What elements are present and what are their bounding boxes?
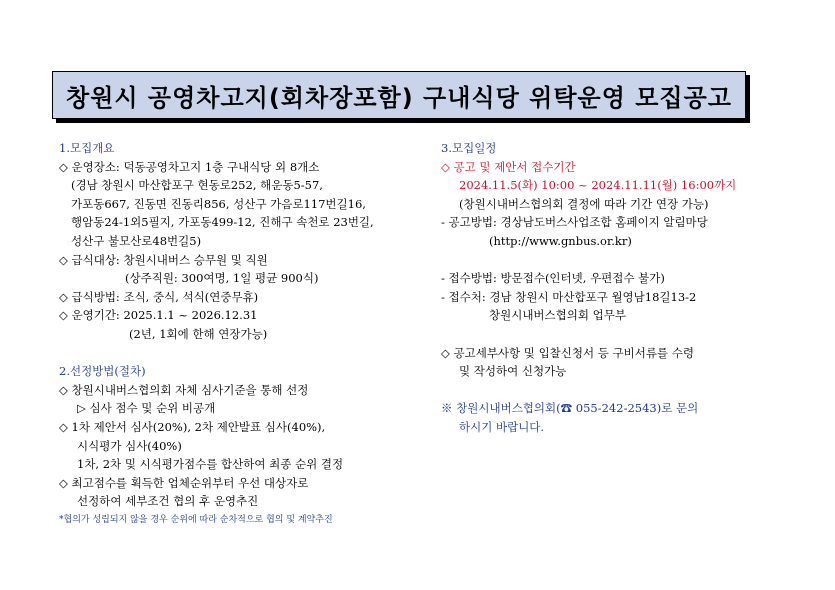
meal-target-line: ◇ 급식대상: 창원시내버스 승무원 및 직원 [59,252,268,267]
left-column [59,139,419,529]
announcement-method-line: - 공고방법: 경상남도버스사업조합 홈페이지 알림마당 [441,215,708,230]
section-heading-recruitment-overview: 1.모집개요 [59,141,115,155]
address-line: 행암동24-1외5필지, 가포동499-12, 진해구 속천로 23번길, [71,215,374,230]
selection-line: ◇ 최고점수를 획득한 업체순위부터 우선 대상자로 [59,475,309,490]
address-line: 가포동667, 진동면 진동리856, 성산구 가음로117번길16, [71,196,366,211]
address-line: 성산구 불모산로48번길5) [71,233,202,248]
meal-method-line: ◇ 급식방법: 조식, 중식, 석식(연중무휴) [59,289,259,304]
selection-line: 시식평가 심사(40%) [77,438,182,453]
contact-line: ※ 창원시내버스협의회(☎ 055-242-2543)로 문의 [441,401,699,416]
right-column [441,139,786,437]
website-url: (http://www.gnbus.or.kr) [489,233,632,248]
selection-line: ◇ 1차 제안서 심사(20%), 2차 제안발표 심사(40%), [59,419,326,434]
staff-count-line: (상주직원: 300여명, 1일 평균 900식) [125,271,319,286]
submission-place-line: - 접수처: 경남 창원시 마산합포구 월영남18길13-2 [441,289,697,304]
submission-period-heading: ◇ 공고 및 제안서 접수기간 [441,159,576,174]
submission-period-dates: 2024.11.5(화) 10:00 ~ 2024.11.11(월) 16:00까지 [459,178,737,193]
section-heading-schedule: 3.모집일정 [441,141,497,155]
contract-note: *협의가 성립되지 않을 경우 순위에 따라 순차적으로 협의 및 계약추진 [59,514,333,525]
operation-period-line: ◇ 운영기간: 2025.1.1 ~ 2026.12.31 [59,308,258,323]
selection-line: ◇ 창원시내버스협의회 자체 심사기준을 통해 선정 [59,382,309,397]
submission-office-line: 창원시내버스협의회 업무부 [489,308,626,323]
selection-line: 선정하여 세부조건 협의 후 운영추진 [77,494,259,509]
extension-line: (2년, 1회에 한해 연장가능) [129,326,268,341]
address-line: (경남 창원시 마산합포구 현동로252, 해운동5-57, [71,178,323,193]
venue-line: ◇ 운영장소: 덕동공영차고지 1층 구내식당 외 8개소 [59,159,320,174]
documents-line: 및 작성하여 신청가능 [459,364,567,379]
notice-title: 창원시 공영차고지(회차장포함) 구내식당 위탁운영 모집공고 [52,71,746,119]
contact-line: 하시기 바랍니다. [459,419,545,434]
selection-line: 1차, 2차 및 시식평가점수를 합산하여 최종 순위 결정 [77,457,344,472]
submission-method-line: - 접수방법: 방문접수(인터넷, 우편접수 불가) [441,271,665,286]
section-heading-selection-method: 2.선정방법(절차) [59,364,146,379]
period-extension-note: (창원시내버스협의회 결정에 따라 기간 연장 가능) [459,196,709,211]
selection-line: ▷ 심사 점수 및 순위 비공개 [77,401,216,416]
documents-line: ◇ 공고세부사항 및 입찰신청서 등 구비서류를 수령 [441,345,694,360]
